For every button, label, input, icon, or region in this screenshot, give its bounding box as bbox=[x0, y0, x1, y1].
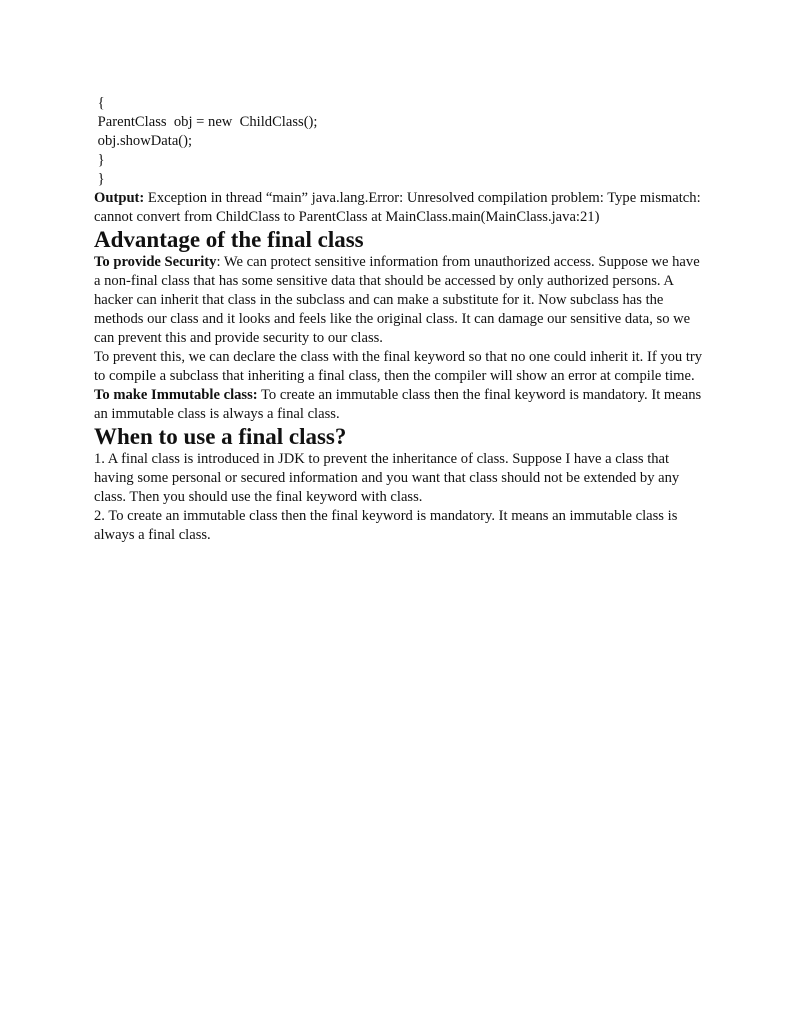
code-line: } bbox=[94, 171, 105, 187]
output-paragraph bbox=[94, 189, 706, 227]
code-snippet bbox=[94, 94, 706, 189]
when-heading: When to use a final class? bbox=[94, 424, 347, 449]
document-page bbox=[94, 94, 706, 545]
output-label: Output: bbox=[94, 190, 145, 206]
code-line: obj.showData(); bbox=[94, 133, 193, 149]
code-line: { bbox=[94, 95, 105, 111]
security-label: To provide Security bbox=[94, 254, 217, 270]
code-line: } bbox=[94, 152, 105, 168]
output-text: Exception in thread “main” java.lang.Error: Unresolved compilation problem: Type mismatch: cannot convert from ChildClass to ParentClass at MainClass.main(MainClass.java:21) bbox=[94, 190, 701, 225]
prevent-paragraph: To prevent this, we can declare the class with the final keyword so that no one could inherit it. If you try to compile a subclass that inheriting a final class, then the compiler will show an error at compile time. bbox=[94, 349, 703, 384]
when-point-1: 1. A final class is introduced in JDK to prevent the inheritance of class. Suppose I have a class that having some personal or secured information and you want that class should not be extended by any class. Then you should use the final keyword with class. bbox=[94, 451, 680, 505]
advantage-heading: Advantage of the final class bbox=[94, 227, 364, 252]
immutable-label: To make Immutable class: bbox=[94, 387, 258, 403]
security-text: : We can protect sensitive information from unauthorized access. Suppose we have a non-final class that has some sensitive data that should be accessed by only authorized persons. A hacker can inherit that class in the subclass and can make a substitute for it. Now subclass has the methods our class and it looks and feels like the original class. It can damage our sensitive data, so we can prevent this and provide security to our class. bbox=[94, 254, 700, 346]
immutable-paragraph bbox=[94, 386, 706, 424]
code-line: ParentClass obj = new ChildClass(); bbox=[94, 114, 318, 130]
security-paragraph bbox=[94, 253, 706, 348]
when-point-2: 2. To create an immutable class then the final keyword is mandatory. It means an immutable class is always a final class. bbox=[94, 508, 678, 543]
immutable-text: To create an immutable class then the final keyword is mandatory. It means an immutable class is always a final class. bbox=[94, 387, 702, 422]
